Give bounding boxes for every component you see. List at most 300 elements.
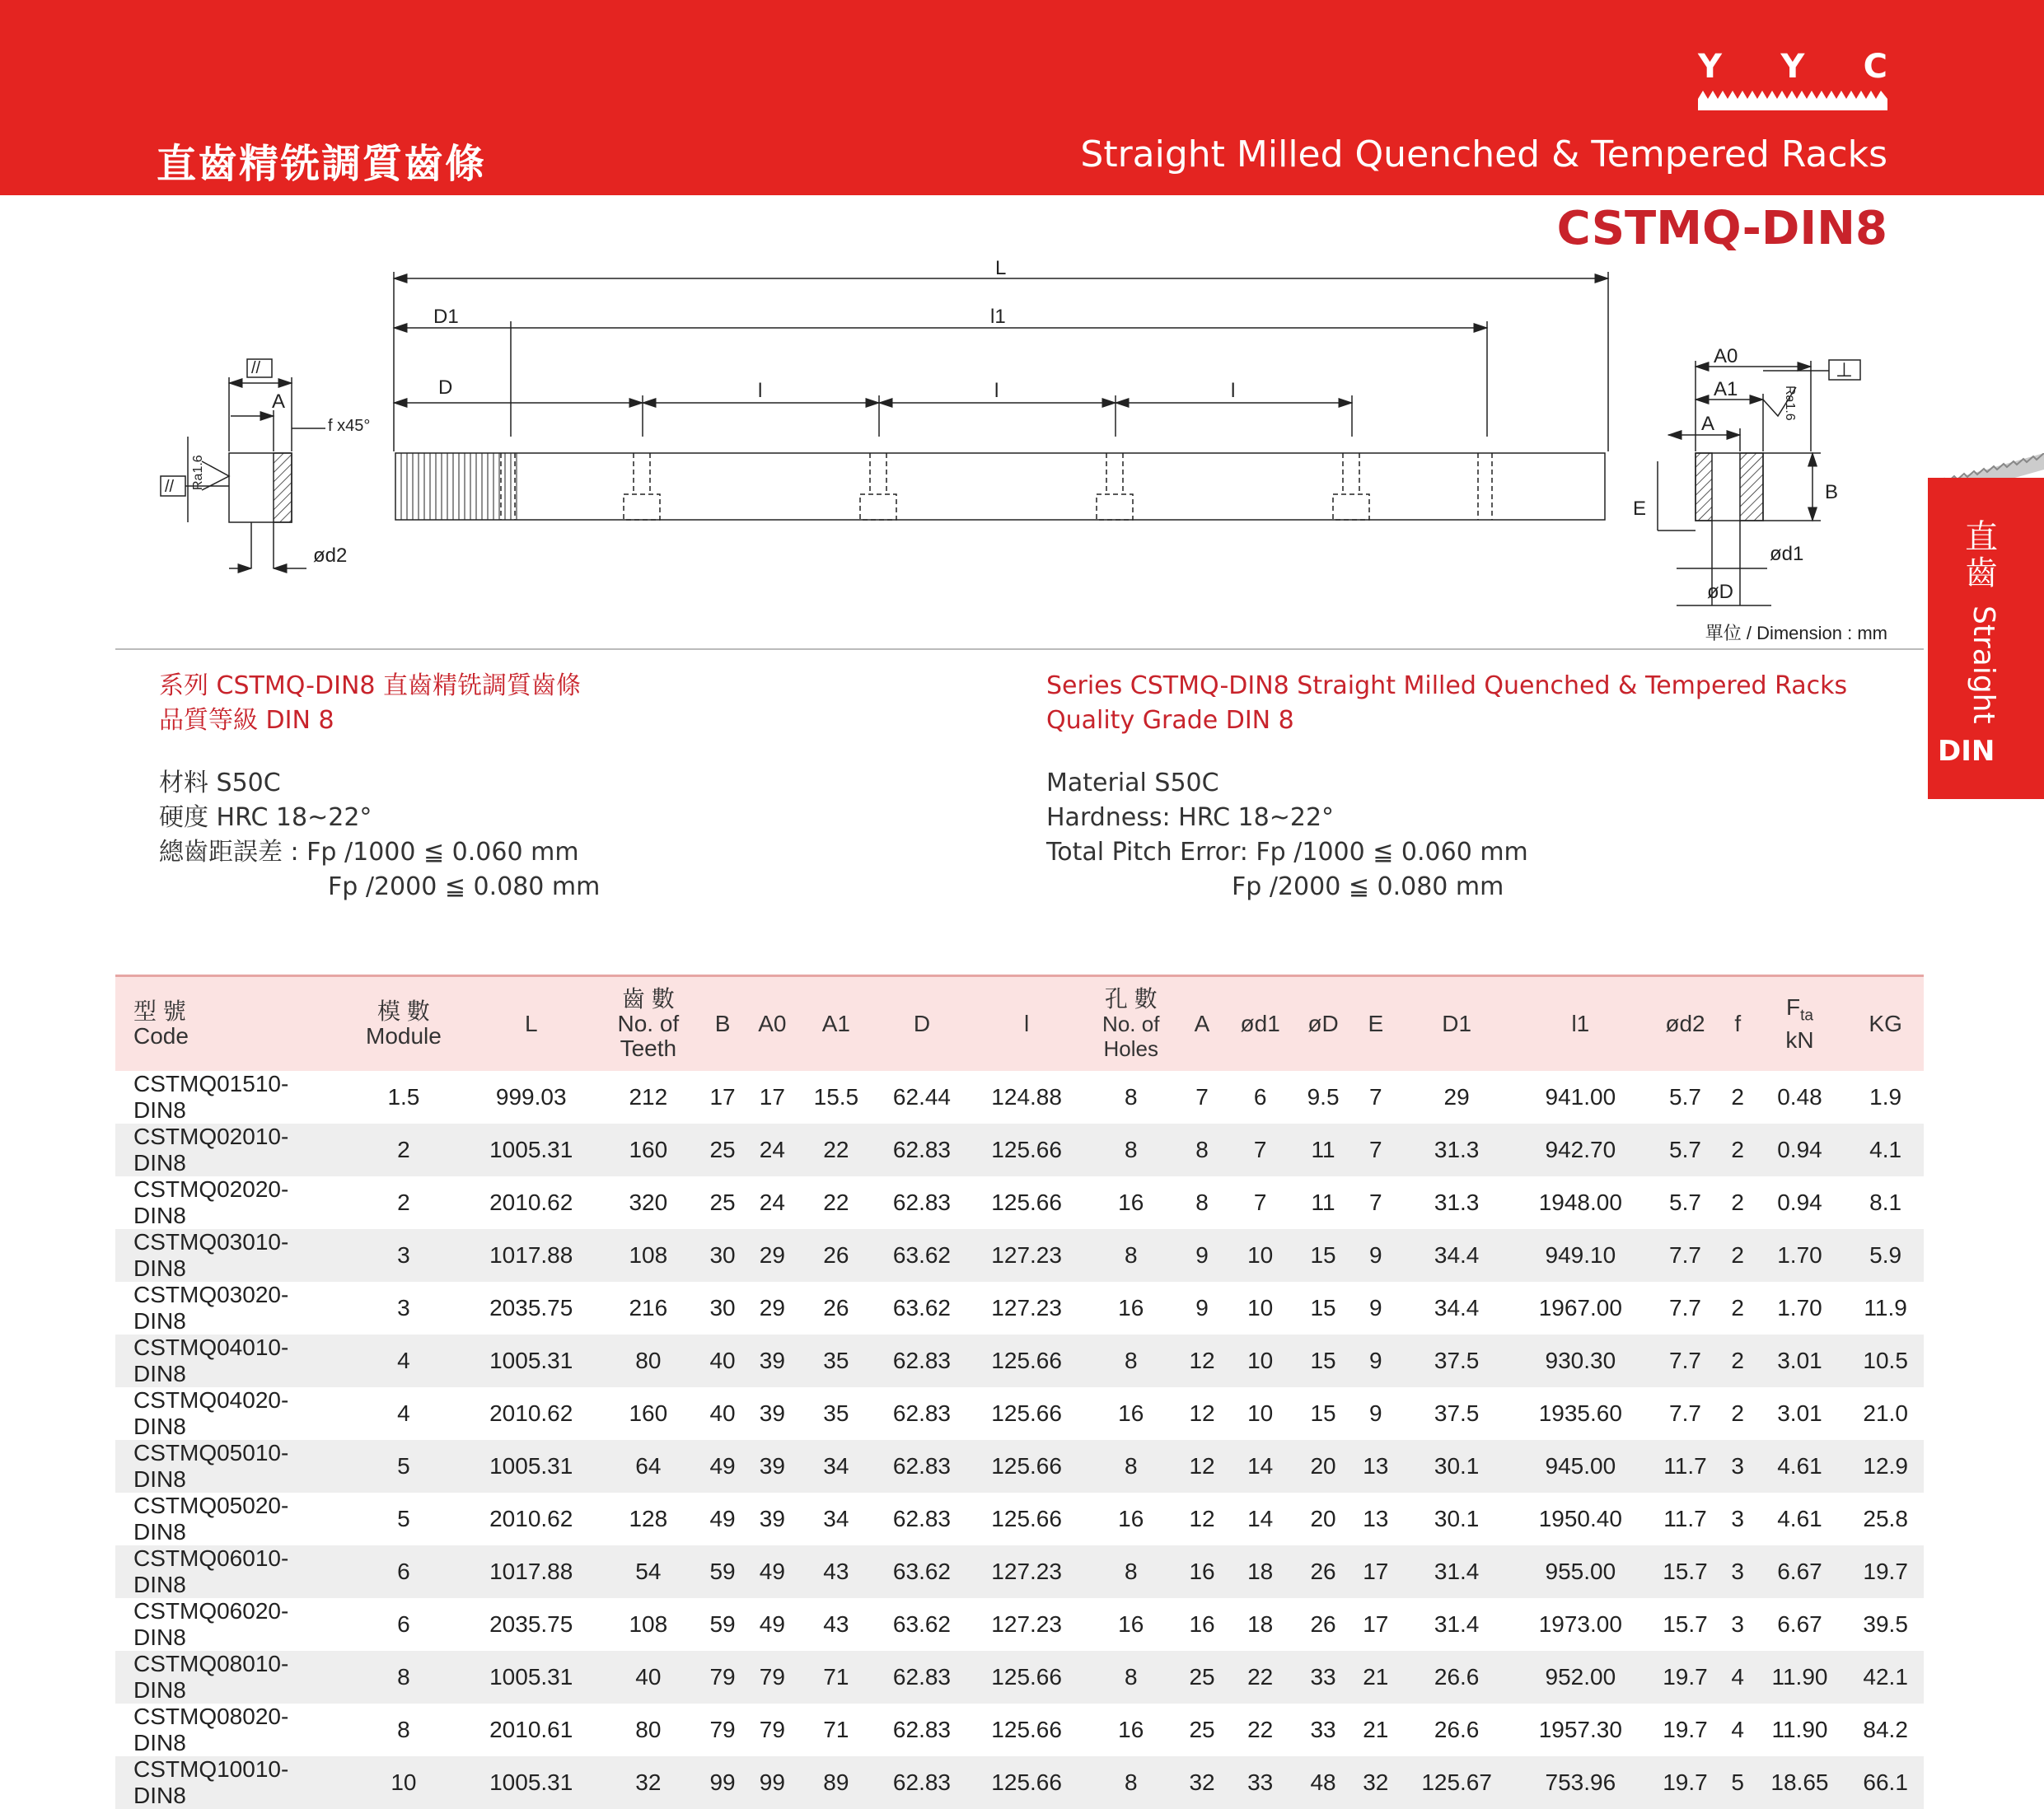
perpendicular-symbol: ⊥ [1836, 359, 1853, 381]
dim-A-label: A [1701, 413, 1715, 435]
table-cell: 19.7 [1663, 1769, 1708, 1795]
left-section-view [161, 359, 325, 568]
table-cell: 26 [823, 1242, 849, 1268]
table-cell: 8 [1195, 1137, 1209, 1162]
col-l1: l1 [1571, 1011, 1590, 1036]
table-cell: 14 [1247, 1453, 1274, 1479]
table-cell: 33 [1247, 1769, 1274, 1795]
table-cell: 2 [397, 1190, 410, 1215]
page-title-en: Straight Milled Quenched & Tempered Racks [1080, 133, 1887, 175]
table-cell: 4 [397, 1400, 410, 1426]
series-en: Series CSTMQ-DIN8 Straight Milled Quenched & Tempered Racks [1046, 671, 1848, 700]
table-cell: 18 [1247, 1611, 1274, 1637]
table-cell: 24 [759, 1137, 785, 1162]
table-cell: 5.7 [1669, 1190, 1701, 1215]
table-cell: 34 [823, 1506, 849, 1531]
table-cell: 63.62 [892, 1559, 951, 1584]
table-cell: 4.61 [1777, 1506, 1822, 1531]
table-cell: 17 [1363, 1559, 1389, 1584]
logo-letter: Y [1780, 48, 1805, 86]
table-cell: 43 [823, 1559, 849, 1584]
row-code-cell: CSTMQ04010-DIN8 [133, 1335, 289, 1386]
table-cell: 3.01 [1777, 1400, 1822, 1426]
table-cell: 5.7 [1669, 1137, 1701, 1162]
table-cell: 49 [709, 1506, 736, 1531]
table-cell: 11.9 [1864, 1295, 1907, 1321]
parallel-symbol: // [165, 478, 175, 496]
table-cell: 20 [1310, 1453, 1336, 1479]
table-cell: 8 [1124, 1084, 1138, 1110]
table-cell: 40 [709, 1348, 736, 1373]
table-cell: 7 [1369, 1084, 1382, 1110]
table-cell: 62.83 [892, 1348, 951, 1373]
table-cell: 216 [629, 1295, 668, 1321]
table-cell: 16 [1189, 1559, 1215, 1584]
table-cell: 18.65 [1770, 1769, 1829, 1795]
table-cell: 1.9 [1869, 1084, 1902, 1110]
table-cell: 10 [1247, 1295, 1274, 1321]
table-cell: 99 [709, 1769, 736, 1795]
table-cell: 2010.61 [489, 1717, 573, 1742]
table-cell: 29 [759, 1242, 785, 1268]
table-cell: 127.23 [991, 1611, 1062, 1637]
table-row [115, 1176, 1924, 1229]
row-code-cell: CSTMQ06020-DIN8 [133, 1598, 289, 1650]
table-cell: 3 [1731, 1506, 1744, 1531]
grade-en: Quality Grade DIN 8 [1046, 706, 1294, 735]
table-cell: 30 [709, 1242, 736, 1268]
table-cell: 17 [759, 1084, 785, 1110]
table-cell: 3 [1731, 1559, 1744, 1584]
table-cell: 59 [709, 1611, 736, 1637]
table-cell: 22 [823, 1137, 849, 1162]
dim-l-label: l [1231, 380, 1236, 402]
row-code-cell: CSTMQ03020-DIN8 [133, 1282, 289, 1334]
table-cell: 25 [709, 1137, 736, 1162]
table-cell: 127.23 [991, 1559, 1062, 1584]
roughness-label: Ra1.6 [191, 455, 205, 490]
table-cell: 1.70 [1777, 1295, 1822, 1321]
table-cell: 32 [1363, 1769, 1389, 1795]
info-en [1046, 669, 1847, 904]
table-cell: 2 [1731, 1400, 1744, 1426]
dim-B-label: B [1825, 481, 1839, 503]
logo-letter: C [1863, 48, 1887, 86]
table-cell: 2 [1731, 1348, 1744, 1373]
table-cell: 37.5 [1434, 1348, 1480, 1373]
table-row [115, 1071, 1924, 1124]
table-cell: 26.6 [1434, 1717, 1480, 1742]
table-cell: 5.9 [1869, 1242, 1902, 1268]
table-cell: 125.66 [991, 1717, 1062, 1742]
table-cell: 4 [1731, 1664, 1744, 1690]
col-label: 孔 數 [1104, 986, 1158, 1012]
spec-table [115, 977, 1924, 1809]
unit-note: 單位 / Dimension : mm [1705, 623, 1887, 643]
table-cell: 8 [1195, 1190, 1209, 1215]
table-cell: 13 [1363, 1506, 1389, 1531]
table-cell: 212 [629, 1084, 668, 1110]
table-cell: 17 [709, 1084, 736, 1110]
table-cell: 15 [1310, 1242, 1336, 1268]
table-cell: 9 [1195, 1295, 1209, 1321]
table-header [115, 977, 1924, 1071]
table-cell: 7 [1369, 1137, 1382, 1162]
table-cell: 11.7 [1663, 1453, 1707, 1479]
table-cell: 8.1 [1869, 1190, 1902, 1215]
table-cell: 48 [1310, 1769, 1336, 1795]
table-cell: 63.62 [892, 1242, 951, 1268]
row-code-cell: CSTMQ10010-DIN8 [133, 1756, 289, 1808]
table-cell: 16 [1118, 1611, 1144, 1637]
header-banner [0, 0, 2044, 195]
col-label: kN [1785, 1027, 1814, 1054]
hardness-cn: 硬度 HRC 18~22° [159, 803, 372, 832]
table-cell: 21 [1363, 1717, 1389, 1742]
table-cell: 35 [823, 1400, 849, 1426]
table-cell: 31.4 [1434, 1559, 1480, 1584]
table-cell: 160 [629, 1137, 668, 1162]
table-cell: 8 [1124, 1559, 1138, 1584]
table-cell: 71 [823, 1717, 849, 1742]
roughness-label: Ra1.6 [1783, 386, 1797, 421]
table-cell: 32 [1189, 1769, 1215, 1795]
table-cell: 59 [709, 1559, 736, 1584]
table-cell: 8 [1124, 1348, 1138, 1373]
table-cell: 15 [1310, 1348, 1336, 1373]
table-cell: 1973.00 [1538, 1611, 1622, 1637]
table-cell: 25.8 [1863, 1506, 1908, 1531]
table-cell: 9 [1369, 1400, 1382, 1426]
table-cell: 16 [1118, 1506, 1144, 1531]
table-cell: 8 [1124, 1664, 1138, 1690]
table-cell: 79 [709, 1717, 736, 1742]
col-label: 型 號 [133, 998, 186, 1024]
table-row [115, 1229, 1924, 1282]
table-cell: 10 [1247, 1348, 1274, 1373]
table-cell: 11 [1311, 1137, 1335, 1162]
side-category-tab [1928, 453, 2044, 799]
table-cell: 20 [1310, 1506, 1336, 1531]
table-cell: 62.83 [892, 1664, 951, 1690]
table-cell: 9 [1369, 1295, 1382, 1321]
table-cell: 42.1 [1863, 1664, 1908, 1690]
table-cell: 15 [1310, 1295, 1336, 1321]
table-cell: 7 [1195, 1084, 1209, 1110]
table-cell: 19.7 [1863, 1559, 1908, 1584]
table-cell: 34.4 [1434, 1242, 1480, 1268]
table-cell: 31.3 [1434, 1137, 1480, 1162]
table-cell: 127.23 [991, 1242, 1062, 1268]
table-cell: 62.83 [892, 1769, 951, 1795]
pitch-error-cn: 總齒距誤差 : Fp /1000 ≦ 0.060 mm [159, 838, 579, 867]
table-cell: 9 [1369, 1242, 1382, 1268]
table-cell: 71 [823, 1664, 849, 1690]
table-cell: 952.00 [1545, 1664, 1616, 1690]
table-cell: 16 [1118, 1295, 1144, 1321]
table-cell: 1017.88 [489, 1559, 573, 1584]
table-cell: 1957.30 [1538, 1717, 1622, 1742]
table-cell: 125.66 [991, 1769, 1062, 1795]
chamfer-label: f x45° [328, 417, 371, 435]
col-label: 齒 數 [621, 986, 675, 1012]
row-code-cell: CSTMQ06010-DIN8 [133, 1545, 289, 1597]
table-cell: 10 [1247, 1400, 1274, 1426]
table-cell: 40 [709, 1400, 736, 1426]
table-cell: 2 [1731, 1190, 1744, 1215]
pitch-error-en-2: Fp /2000 ≦ 0.080 mm [1232, 872, 1504, 901]
table-cell: 22 [823, 1190, 849, 1215]
table-cell: 8 [1124, 1769, 1138, 1795]
table-cell: 5 [397, 1453, 410, 1479]
table-cell: 941.00 [1545, 1084, 1616, 1110]
dim-E-label: E [1633, 498, 1647, 520]
table-cell: 1005.31 [489, 1769, 573, 1795]
table-cell: 16 [1118, 1190, 1144, 1215]
table-cell: 7 [1253, 1137, 1267, 1162]
table-cell: 15 [1310, 1400, 1336, 1426]
table-cell: 8 [397, 1664, 410, 1690]
table-cell: 26 [1310, 1611, 1336, 1637]
col-label: No. of [617, 1011, 680, 1036]
table-cell: 3.01 [1777, 1348, 1822, 1373]
table-cell: 29 [759, 1295, 785, 1321]
side-tab-din: DIN [1938, 735, 1995, 768]
table-body [115, 1071, 1924, 1809]
table-cell: 84.2 [1863, 1717, 1908, 1742]
table-cell: 160 [629, 1400, 668, 1426]
table-row [115, 1440, 1924, 1493]
table-cell: 19.7 [1663, 1664, 1708, 1690]
table-cell: 26.6 [1434, 1664, 1480, 1690]
side-tab-en: Straight [1967, 605, 2000, 724]
table-cell: 4.61 [1777, 1453, 1822, 1479]
table-cell: 945.00 [1545, 1453, 1616, 1479]
table-cell: 16 [1118, 1400, 1144, 1426]
col-label: 模 數 [377, 998, 430, 1024]
row-code-cell: CSTMQ04020-DIN8 [133, 1387, 289, 1439]
row-code-cell: CSTMQ01510-DIN8 [133, 1071, 289, 1123]
col-label: Holes [1103, 1036, 1158, 1061]
table-cell: 2010.62 [489, 1400, 573, 1426]
table-cell: 2 [397, 1137, 410, 1162]
grade-cn: 品質等級 DIN 8 [159, 706, 334, 735]
table-cell: 0.94 [1777, 1190, 1822, 1215]
dim-D-label: D [438, 376, 453, 399]
dim-l1-label: l1 [990, 306, 1006, 328]
divider [115, 648, 1924, 650]
table-cell: 125.66 [991, 1664, 1062, 1690]
model-title: CSTMQ-DIN8 [1556, 202, 1887, 255]
table-cell: 942.70 [1545, 1137, 1616, 1162]
table-cell: 128 [629, 1506, 668, 1531]
table-cell: 8 [397, 1717, 410, 1742]
page-title-cn: 直齒精铣調質齒條 [157, 141, 487, 187]
table-cell: 9.5 [1307, 1084, 1340, 1110]
table-row [115, 1545, 1924, 1598]
side-tab-cn: 直齒 [1965, 518, 1998, 592]
row-code-cell: CSTMQ05010-DIN8 [133, 1440, 289, 1492]
table-cell: 7.7 [1669, 1348, 1701, 1373]
table-cell: 29 [1443, 1084, 1470, 1110]
dim-L-label: L [995, 257, 1007, 279]
table-cell: 9 [1369, 1348, 1382, 1373]
table-cell: 37.5 [1434, 1400, 1480, 1426]
table-row [115, 1756, 1924, 1809]
table-cell: 955.00 [1545, 1559, 1616, 1584]
table-cell: 6 [397, 1559, 410, 1584]
table-cell: 12 [1189, 1348, 1215, 1373]
table-row [115, 1387, 1924, 1440]
table-cell: 5.7 [1669, 1084, 1701, 1110]
table-cell: 753.96 [1545, 1769, 1616, 1795]
table-cell: 16 [1118, 1717, 1144, 1742]
table-cell: 39 [759, 1453, 785, 1479]
table-cell: 49 [759, 1611, 785, 1637]
col-D: D [913, 1011, 931, 1036]
table-cell: 30 [709, 1295, 736, 1321]
table-cell: 7 [1369, 1190, 1382, 1215]
col-A1: A1 [821, 1011, 850, 1036]
dim-l-label: l [758, 380, 763, 402]
table-row [115, 1282, 1924, 1335]
table-cell: 5 [1731, 1769, 1744, 1795]
table-cell: 39 [759, 1506, 785, 1531]
table-cell: 125.66 [991, 1190, 1062, 1215]
row-code-cell: CSTMQ05020-DIN8 [133, 1493, 289, 1545]
table-cell: 2 [1731, 1295, 1744, 1321]
col-phiD: øD [1307, 1011, 1339, 1036]
table-cell: 124.88 [991, 1084, 1062, 1110]
table-cell: 999.03 [495, 1084, 567, 1110]
table-cell: 125.66 [991, 1453, 1062, 1479]
table-cell: 62.83 [892, 1400, 951, 1426]
rack-teeth [401, 453, 517, 520]
table-cell: 1.5 [387, 1084, 420, 1110]
table-cell: 12 [1189, 1400, 1215, 1426]
table-cell: 125.66 [991, 1348, 1062, 1373]
table-cell: 63.62 [892, 1611, 951, 1637]
table-cell: 39 [759, 1348, 785, 1373]
table-cell: 3 [397, 1242, 410, 1268]
table-cell: 21 [1363, 1664, 1389, 1690]
table-cell: 15.5 [813, 1084, 859, 1110]
technical-drawing [0, 247, 2044, 626]
table-cell: 26 [823, 1295, 849, 1321]
yyc-logo [1698, 48, 1887, 114]
table-cell: 30.1 [1434, 1453, 1480, 1479]
table-cell: 6.67 [1777, 1559, 1822, 1584]
table-cell: 0.48 [1777, 1084, 1822, 1110]
table-cell: 62.83 [892, 1717, 951, 1742]
row-code-cell: CSTMQ03010-DIN8 [133, 1229, 289, 1281]
table-cell: 949.10 [1545, 1242, 1616, 1268]
mounting-holes [501, 453, 1492, 520]
table-row [115, 1335, 1924, 1387]
table-cell: 11 [1311, 1190, 1335, 1215]
table-cell: 4.1 [1869, 1137, 1902, 1162]
table-cell: 79 [759, 1717, 785, 1742]
table-cell: 49 [759, 1559, 785, 1584]
table-cell: 26 [1310, 1559, 1336, 1584]
table-cell: 24 [759, 1190, 785, 1215]
dim-phiD-label: øD [1707, 581, 1733, 603]
table-cell: 1948.00 [1538, 1190, 1622, 1215]
table-cell: 80 [635, 1717, 662, 1742]
table-cell: 7.7 [1669, 1295, 1701, 1321]
table-cell: 9 [1195, 1242, 1209, 1268]
dim-d2-label: ød2 [313, 545, 348, 567]
table-cell: 108 [629, 1242, 668, 1268]
table-cell: 49 [709, 1453, 736, 1479]
col-B: B [714, 1011, 731, 1036]
table-cell: 43 [823, 1611, 849, 1637]
table-cell: 39.5 [1863, 1611, 1908, 1637]
table-cell: 108 [629, 1611, 668, 1637]
col-f: f [1734, 1011, 1742, 1036]
table-cell: 8 [1124, 1453, 1138, 1479]
col-label-sub: ta [1800, 1007, 1813, 1025]
table-cell: 7.7 [1669, 1400, 1701, 1426]
col-fta [1752, 977, 1848, 1071]
col-d1: ød1 [1240, 1011, 1280, 1036]
pitch-error-en: Total Pitch Error: Fp /1000 ≦ 0.060 mm [1046, 838, 1528, 867]
table-cell: 6 [397, 1611, 410, 1637]
table-cell: 99 [759, 1769, 785, 1795]
table-cell: 25 [1189, 1717, 1215, 1742]
col-module [343, 977, 465, 1071]
table-cell: 34.4 [1434, 1295, 1480, 1321]
table-cell: 17 [1363, 1611, 1389, 1637]
col-holes [1083, 977, 1178, 1071]
col-label: Teeth [620, 1035, 677, 1061]
table-cell: 127.23 [991, 1295, 1062, 1321]
info-cn [159, 669, 600, 904]
table-cell: 40 [635, 1664, 662, 1690]
table-cell: 32 [635, 1769, 662, 1795]
row-code-cell: CSTMQ02020-DIN8 [133, 1176, 289, 1228]
table-cell: 89 [823, 1769, 849, 1795]
col-label: F [1785, 993, 1801, 1020]
table-cell: 19.7 [1663, 1717, 1708, 1742]
table-cell: 930.30 [1545, 1348, 1616, 1373]
table-cell: 4 [397, 1348, 410, 1373]
table-cell: 33 [1310, 1664, 1336, 1690]
table-row [115, 1704, 1924, 1756]
table-cell: 31.4 [1434, 1611, 1480, 1637]
table-cell: 3 [1731, 1611, 1744, 1637]
hardness-en: Hardness: HRC 18~22° [1046, 803, 1335, 832]
col-code [115, 977, 343, 1071]
table-cell: 30.1 [1434, 1506, 1480, 1531]
table-cell: 33 [1310, 1717, 1336, 1742]
parallel-symbol: // [251, 359, 261, 377]
table-row [115, 1124, 1924, 1176]
row-code-cell: CSTMQ08010-DIN8 [133, 1651, 289, 1703]
col-E: E [1368, 1011, 1384, 1036]
table-cell: 62.83 [892, 1137, 951, 1162]
table-cell: 5 [397, 1506, 410, 1531]
table-cell: 10 [391, 1769, 417, 1795]
table-cell: 66.1 [1863, 1769, 1908, 1795]
material-cn: 材料 S50C [159, 769, 281, 797]
material-en: Material S50C [1046, 769, 1219, 797]
table-cell: 2 [1731, 1242, 1744, 1268]
table-cell: 11.7 [1663, 1506, 1707, 1531]
dim-l-label: l [994, 380, 999, 402]
col-label: Module [366, 1023, 442, 1049]
row-code-cell: CSTMQ08020-DIN8 [133, 1704, 289, 1755]
